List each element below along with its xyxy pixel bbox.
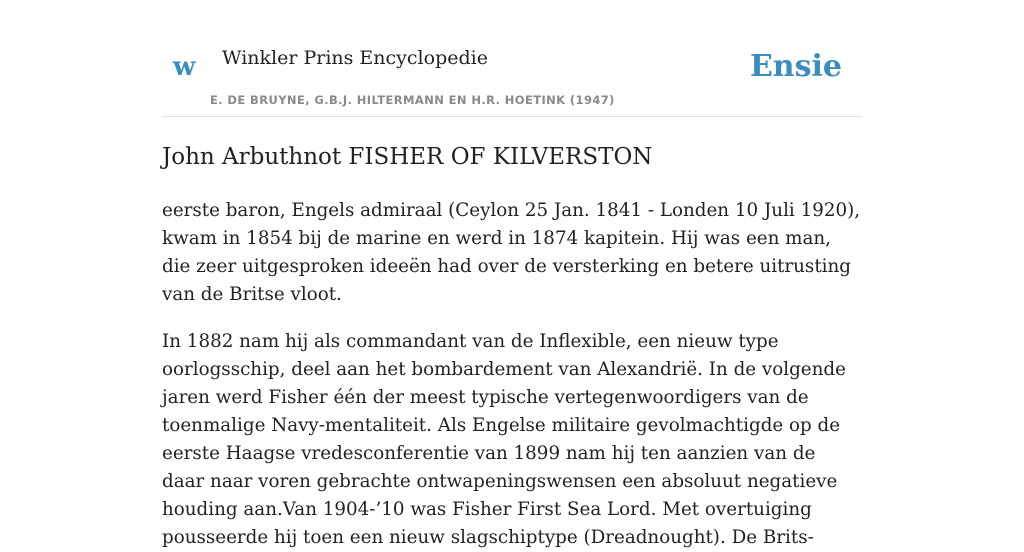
article-page <box>162 0 862 548</box>
source-authors: E. DE BRUYNE, G.B.J. HILTERMANN EN H.R. HOETINK (1947) <box>210 93 615 107</box>
brand-logo[interactable]: Ensie <box>749 49 842 84</box>
article-headword: John Arbuthnot FISHER OF KILVERSTON <box>162 144 653 170</box>
source-logo[interactable]: w <box>173 52 196 82</box>
source-title[interactable]: Winkler Prins Encyclopedie <box>222 47 488 69</box>
source-header <box>162 0 862 117</box>
article-paragraph: eerste baron, Engels admiraal (Ceylon 25 Jan. 1841 - Londen 10 Juli 1920), kwam in 1854 bij de marine en werd in 1874 kapitein. Hij was een man, die zeer uitgesproken ideeën had over de versterking en betere uitrusting van de Britse vloot. <box>162 199 861 305</box>
article-paragraph: In 1882 nam hij als commandant van de Inflexible, een nieuw type oorlogsschip, deel aan het bombardement van Alexandrië. In de volgende jaren werd Fisher één der meest typische vertegenwoordigers van de toenmalige Navy-mentaliteit. Als Engelse militaire gevolmachtigde op de eerste Haagse vredesconferentie van 1899 nam hij ten aanzien van de daar naar voren gebrachte ontwapeningswensen een absoluut negatieve houding aan.Van 1904-’10 was Fisher First Sea Lord. Met overtuiging pousseerde hij toen een nieuw slagschiptype (Dreadnought). De Brits- <box>162 330 846 548</box>
